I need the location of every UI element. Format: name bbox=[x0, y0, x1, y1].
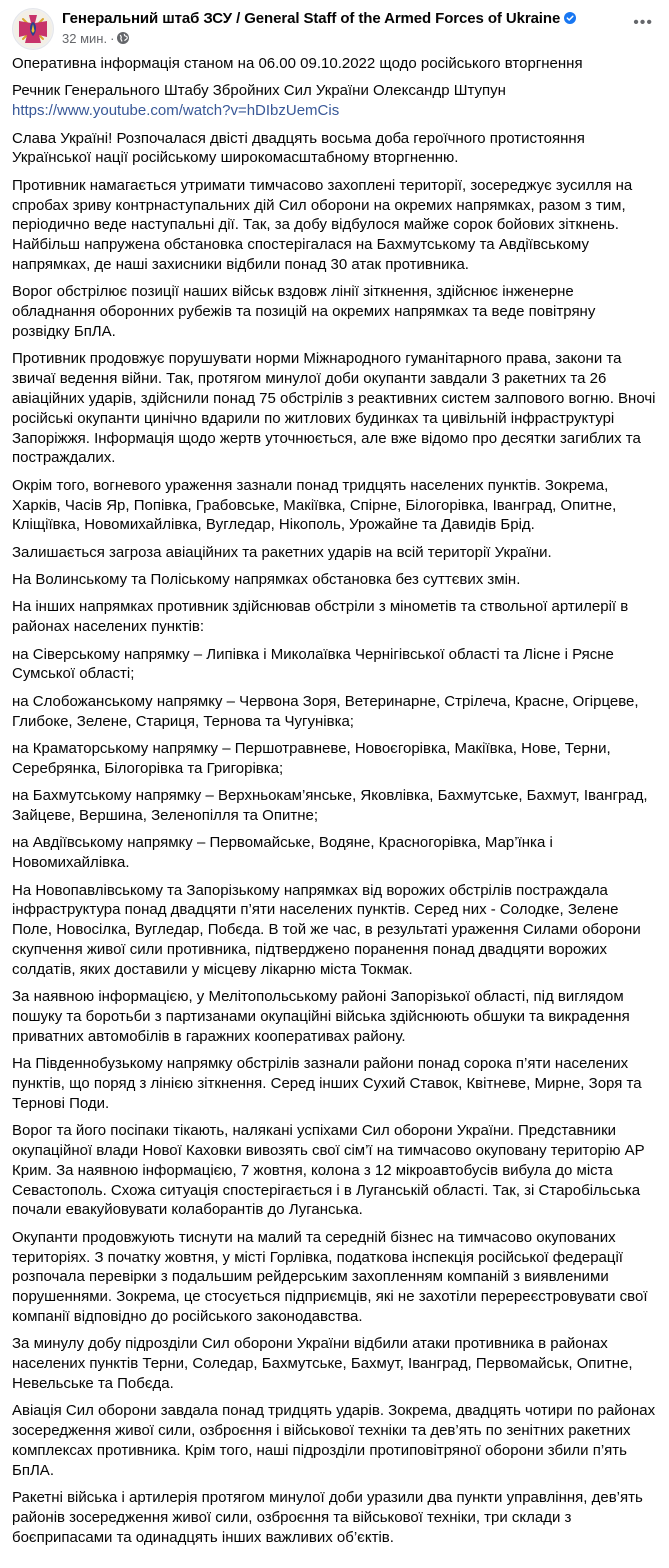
post-paragraph: За наявною інформацією, у Мелітопольському районі Запорізької області, під виглядом пошуку та боротьби з партизанами окупаційні війська здійснюють обшуки та викрадення приватних автомобілів в гаражних кооперативах району. bbox=[12, 988, 630, 1045]
post-paragraph: Слава Україні! Розпочалася двісті двадцять восьма доба героїчного протистояння Української нації російському широкомасштабному вторгненню. bbox=[12, 129, 585, 167]
post-subtitle bbox=[62, 29, 576, 47]
post-paragraph: На Південнобузькому напрямку обстрілів зазнали райони понад сорока п’яти населених пунктів, що поряд з лінією зіткнення. Серед інших Сухий Ставок, Квітневе, Мирне, Зоря та Тернові Поди. bbox=[12, 1055, 642, 1112]
post-meta bbox=[62, 8, 576, 47]
post-paragraph: На Волинському та Поліському напрямках обстановка без суттєвих змін. bbox=[12, 571, 521, 589]
general-staff-emblem-icon bbox=[13, 9, 53, 49]
post-paragraph: Ворог та його посіпаки тікають, налякані успіхами Сил оборони України. Представники окупаційної влади Нової Каховки вивозять свої сім’ї на тимчасово окуповану територію АР Крим. За наявною інформацією, 7 жовтня, колона з 12 мікроавтобусів вибула до міста Севастополь. Схожа ситуація спостерігається і в Луганській області. Так, зі Старобільська почали евакуйовувати колаборантів до Луганська. bbox=[12, 1122, 645, 1219]
avatar[interactable] bbox=[12, 8, 54, 50]
post-paragraph: За минулу добу підрозділи Сил оборони України відбили атаки противника в районах населених пунктів Терни, Соледар, Бахмутське, Бахмут, Іванград, Первомайськ, Опитне, Невельське та Побєда. bbox=[12, 1335, 633, 1392]
post-paragraph: Окупанти продовжують тиснути на малий та середній бізнес на тимчасово окупованих територіях. З початку жовтня, у місті Горлівка, податкова інспекція російської федерації розпочала перевірки з подальшим рейдерським захопленням компаній з виявленими порушеннями. Зокрема, це стосується підприємців, які не захотіли перереєстровувати свої компанії відповідно до російського законодавства. bbox=[12, 1228, 648, 1325]
post-paragraph: Противник намагається утримати тимчасово захоплені території, зосереджує зусилля на спробах зриву контрнаступальних дій Сил оборони на окремих напрямках, разом з тим, періодично веде наступальні дії. Так, за добу відбулося майже сорок бойових зіткнень. Найбільш напружена обстановка спостерігалася на Бахмутському та Авдіївському напрямках, де наші захисники відбили понад 30 атак противника. bbox=[12, 176, 633, 273]
more-options-button[interactable]: ••• bbox=[633, 14, 653, 31]
post-paragraph: на Авдіївському напрямку – Первомайське, Водяне, Красногорівка, Мар’їнка і Новомихайлівка. bbox=[12, 834, 553, 872]
post-paragraph: на Слобожанському напрямку – Червона Зоря, Ветеринарне, Стрілеча, Красне, Огірцеве, Глибоке, Зелене, Стариця, Тернова та Чугунівка; bbox=[12, 692, 639, 730]
globe-icon[interactable] bbox=[117, 32, 129, 44]
post-paragraph: Ворог обстрілює позиції наших військ вздовж лінії зіткнення, здійснює інженерне обладнання оборонних рубежів та позицій на окремих напрямках та веде повітряну розвідку БпЛА. bbox=[12, 283, 596, 340]
post-paragraph: Залишається загроза авіаційних та ракетних ударів на всій території України. bbox=[12, 543, 552, 561]
page-name-link[interactable]: Генеральний штаб ЗСУ / General Staff of the Armed Forces of Ukraine bbox=[62, 9, 561, 27]
post-timestamp-link[interactable]: 32 мин. bbox=[62, 30, 108, 46]
name-row bbox=[62, 8, 576, 28]
post-paragraph: Противник продовжує порушувати норми Міжнародного гуманітарного права, закони та звичаї ведення війни. Так, протягом минулої доби окупанти завдали 3 ракетних та 26 авіаційних ударів, здійснили понад 75 обстрілів з реактивних систем залпового вогню. Вночі російські окупанти цинічно вдарили по житлових будинках та цивільній інфраструктурі Запоріжжя. Інформація щодо жертв уточнюється, але вже відомо про десятки загиблих та постраждалих. bbox=[12, 350, 656, 467]
post-header bbox=[0, 0, 669, 48]
post-paragraph: Авіація Сил оборони завдала понад тридцять ударів. Зокрема, двадцять чотири по районах зосередження живої сили, озброєння і військової техніки та дев’ять по зенітних ракетних комплексах противника. Крім того, наші підрозділи протиповітряної оборони збили п’ять БпЛА. bbox=[12, 1402, 656, 1479]
post-paragraph: на Бахмутському напрямку – Верхньокам’янське, Яковлівка, Бахмутське, Бахмут, Іванград, Зайцеве, Вершина, Зеленопілля та Опитне; bbox=[12, 787, 648, 825]
post-paragraph-title: Оперативна інформація станом на 06.00 09.10.2022 щодо російського вторгнення bbox=[12, 55, 583, 72]
post-paragraph: на Сіверському напрямку – Липівка і Миколаївка Чернігівської області та Лісне і Рясне Сумської області; bbox=[12, 645, 614, 683]
separator-dot: · bbox=[110, 30, 115, 46]
youtube-link[interactable]: https://www.youtube.com/watch?v=hDIbzUemCis bbox=[12, 102, 340, 120]
post-paragraph: на Краматорському напрямку – Першотравневе, Новоєгорівка, Макіївка, Нове, Терни, Серебрянка, Білогорівка та Григорівка; bbox=[12, 740, 611, 777]
post-paragraph: Окрім того, вогневого ураження зазнали понад тридцять населених пунктів. Зокрема, Харків, Часів Яр, Попівка, Грабовське, Макіївка, Спірне, Білогорівка, Іванград, Опитне, Кліщіївка, Новомихайлівка, Вугледар, Нікополь, Урожайне та Давидів Брід. bbox=[12, 476, 617, 534]
verified-badge-icon bbox=[564, 12, 576, 24]
post-paragraph-spokesperson bbox=[12, 81, 657, 121]
post-paragraph: Ракетні війська і артилерія протягом минулої доби уразили два пункти управління, дев’ять районів зосередження живої сили, озброєння та військової техніки, три склади з боєприпасами та одинадцять інших важливих об’єктів. bbox=[12, 1489, 643, 1546]
post-paragraph: На Новопавлівському та Запорізькому напрямках від ворожих обстрілів постраждала інфраструктура понад двадцяти п’яти населених пунктів. Серед них - Солодке, Зелене Поле, Новосілка, Вугледар, Побєда. В той же час, в результаті ураження Силами оборони скупчення живої сили противника, підтверджено поранення понад двадцяти ворожих солдатів, яких доставили у місцеву лікарню міста Токмак. bbox=[12, 881, 641, 978]
post-body bbox=[0, 48, 669, 1547]
spokesperson-text: Речник Генерального Штабу Збройних Сил України Олександр Штупун bbox=[12, 82, 506, 100]
post-paragraph: На інших напрямках противник здійснював обстріли з мінометів та ствольної артилерії в районах населених пунктів: bbox=[12, 598, 629, 636]
